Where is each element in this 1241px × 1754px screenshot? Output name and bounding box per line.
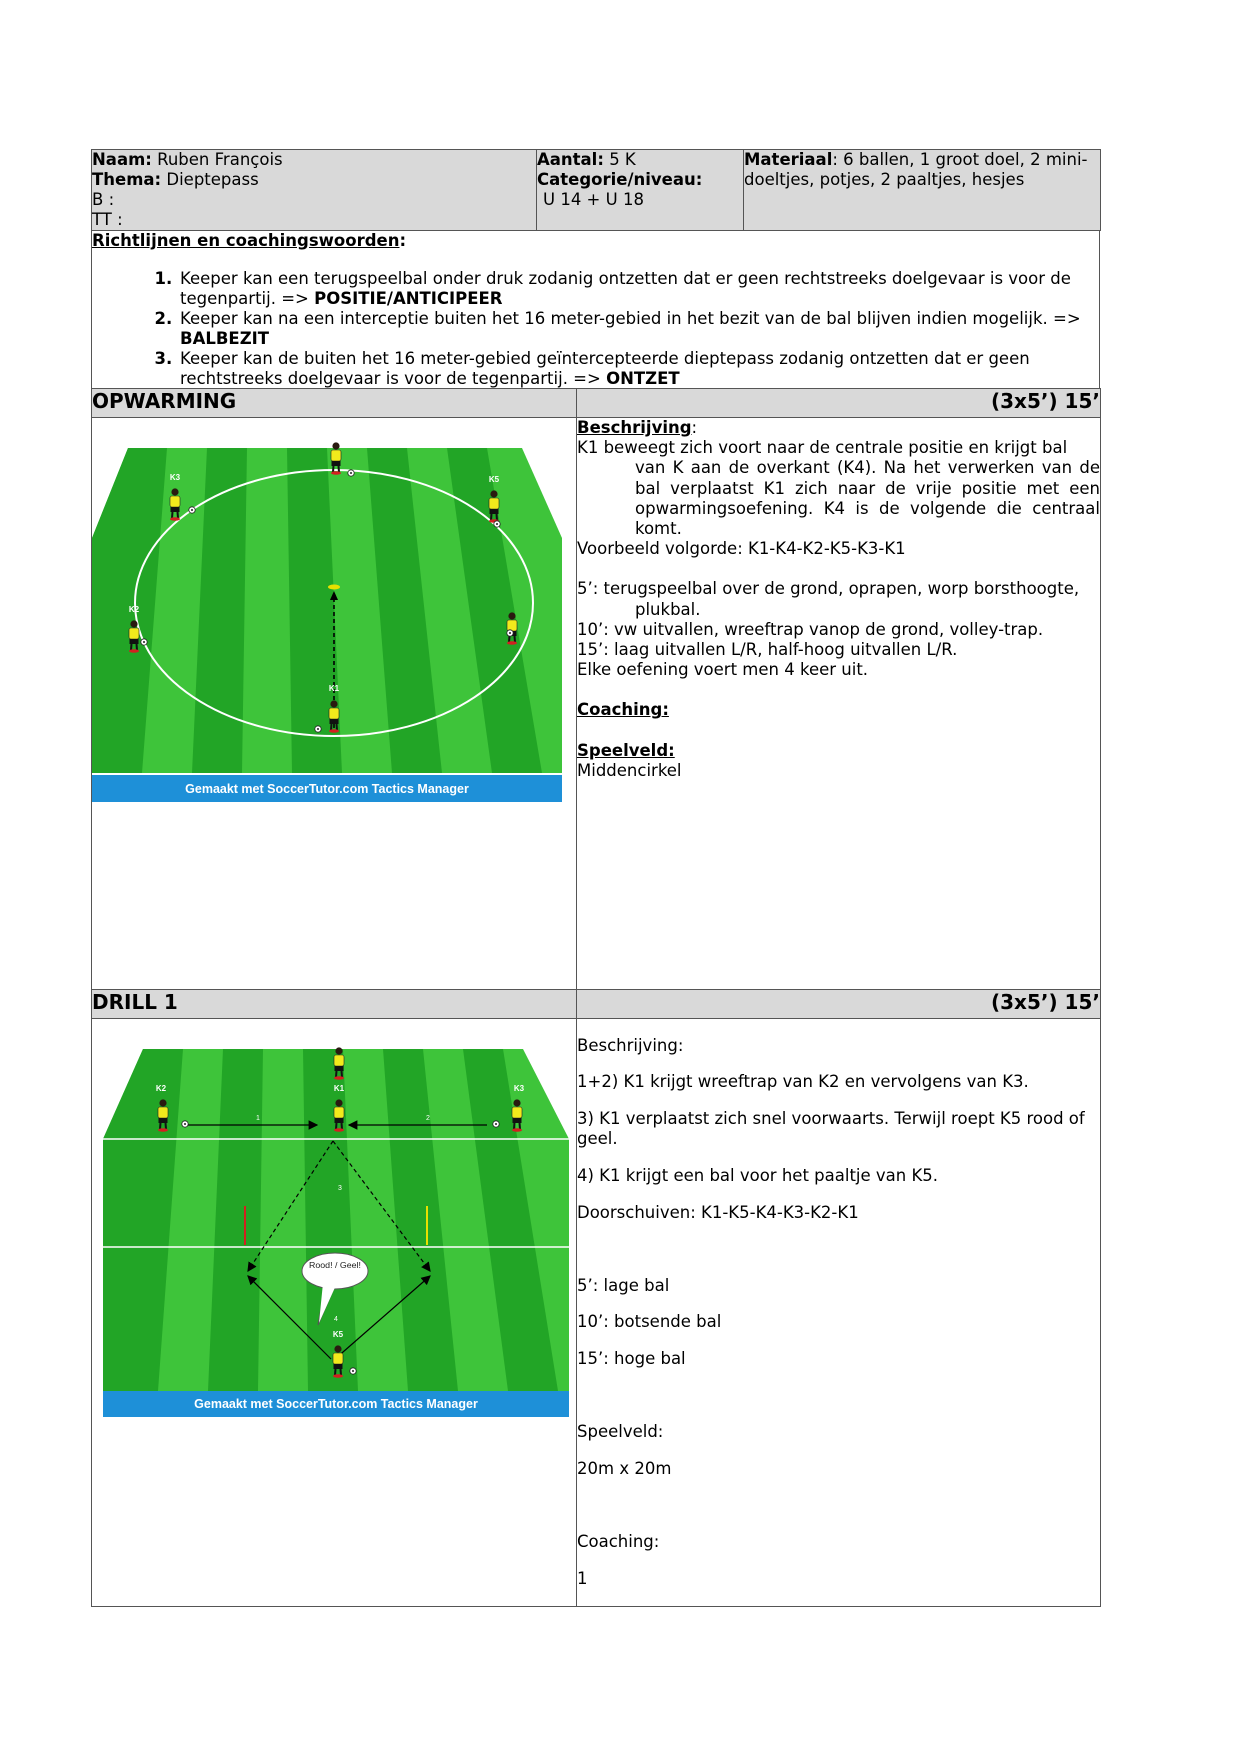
thema-value: Dieptepass [166,170,259,189]
richtlijnen-cell: Richtlijnen en coachingswoorden: 1. Keeper kan een terugspeelbal onder druk zodanig ontzetten dat er geen rechtstreeks doelgevaar is voor de tegenpartij. => POSITIE/ANTICIPEER 2. Keeper kan na een interceptie buiten het 16 meter-gebied in het bezit van de bal blijven indien mogelijk. => BALBEZIT 3. Keeper kan de buiten het 16 meter-gebied geïntercepteerde dieptepass zodanig ontzetten dat er geen rechtstreeks doelgevaar is voor de tegenpartij. => ONTZET [92,230,1100,389]
categorie-value: U 14 + U 18 [543,190,644,209]
oefening-line: 15’: laag uitvallen L/R, half-hoog uitvallen L/R. [577,640,958,660]
drill1-caption: Gemaakt met SoccerTutor.com Tactics Manager [194,1397,478,1411]
session-sheet [91,149,1100,1607]
coaching-label: Coaching: [577,700,669,720]
player-label: K5 [332,1330,344,1339]
drill-line: 1+2) K1 krijgt wreeftrap van K2 en vervolgens van K3. [577,1072,1029,1092]
aantal-label: Aantal: [537,150,604,169]
opwarming-table [91,388,1101,1607]
player-label: K3 [513,1084,525,1093]
materiaal-label: Materiaal [744,150,833,169]
richtlijn-item: 3. Keeper kan de buiten het 16 meter-gebied geïntercepteerde dieptepass zodanig ontzetten dat er geen rechtstreeks doelgevaar is voor de tegenpartij. => ONTZET [178,349,1099,389]
header-table [91,149,1101,231]
opwarming-text-cell: Beschrijving: K1 beweegt zich voort naar de centrale positie en krijgt bal van K aan de overkant (K4). Na het verwerken van de bal verplaatst K1 zich naar de vrije positie met een opwarmingsoefening. K4 is de volgende die centraal komt. Voorbeeld volgorde: K1-K4-K2-K5-K3-K1 5’: terugspeelbal over de grond, oprapen, worp borsthoogte, plukbal. 10’: vw uitvallen, wreeftrap vanop de grond, volley-trap. 15’: laag uitvallen L/R, half-hoog uitvallen L/R. Elke oefening voert men 4 keer uit. Coaching: Speelveld: Middencirkel [577,418,1101,990]
oefening-line: Elke oefening voert men 4 keer uit. [577,660,869,680]
b-label: B : [92,190,115,209]
opwarming-diagram [92,418,562,802]
oefening-line: 5’: lage bal [577,1275,670,1295]
richtlijnen-title: Richtlijnen en coachingswoorden [92,230,400,250]
player-label: K2 [128,605,140,614]
player-label: K1 [333,1084,345,1093]
player-label: K4 [330,426,342,435]
coaching-label: Coaching: [577,1532,660,1552]
oefening-cont: plukbal. [635,599,701,619]
beschrijving-label: Beschrijving [577,418,692,437]
drill-line: Doorschuiven: K1-K5-K4-K3-K2-K1 [577,1202,859,1222]
pass-label: 1 [256,1115,260,1122]
header-mid-cell [537,150,744,231]
speelveld-label: Speelveld: [577,740,675,760]
richtlijnen-table [91,230,1100,390]
player-label: K4 [333,1032,345,1041]
oefening-line: 10’: vw uitvallen, wreeftrap vanop de grond, volley-trap. [577,619,1044,639]
player-label: K1 [328,684,340,693]
categorie-label: Categorie/niveau: [537,170,703,189]
beschrijving-cont: van K aan de overkant (K4). Na het verwerken van de bal verplaatst K1 zich naar de vrije positie met een opwarmingsoefening. K4 is de volgende die centraal komt. [635,458,1100,539]
drill1-duration: (3x5’) 15’ [577,990,1101,1019]
oefening-line: 15’: hoge bal [577,1349,686,1369]
volgorde-text: Voorbeeld volgorde: K1-K4-K2-K5-K3-K1 [577,539,906,559]
coaching-value: 1 [577,1568,588,1588]
richtlijnen-list [92,269,1099,389]
oefening-line: 10’: botsende bal [577,1312,722,1332]
materiaal-value: : 6 ballen, 1 groot doel, 2 mini-doeltjes, potjes, 2 paaltjes, hesjes [744,150,1088,189]
player-label: K3 [169,473,181,482]
beschrijving-line: K1 beweegt zich voort naar de centrale positie en krijgt bal [577,438,1068,458]
header-left-cell [92,150,537,231]
naam-label: Naam: [92,150,152,169]
opwarming-title: OPWARMING [92,389,577,418]
beschrijving-label: Beschrijving: [577,1035,684,1055]
opwarming-duration: (3x5’) 15’ [577,389,1101,418]
drill-line: 4) K1 krijgt een bal voor het paaltje van K5. [577,1165,939,1185]
drill1-title: DRILL 1 [92,990,577,1019]
richtlijn-item: 2. Keeper kan na een interceptie buiten het 16 meter-gebied in het bezit van de bal blijven indien mogelijk. => BALBEZIT [178,309,1099,349]
speelveld-label: Speelveld: [577,1422,664,1442]
player-label: K5 [488,475,500,484]
aantal-value: 5 K [609,150,636,169]
player-label: K2 [155,1084,167,1093]
speech-text: Rood! / Geel! [309,1260,361,1270]
drill-line: 3) K1 verplaatst zich snel voorwaarts. Terwijl roept K5 rood of geel. [577,1108,1085,1149]
speelveld-value: 20m x 20m [577,1459,672,1479]
header-right-cell [744,150,1101,231]
speelveld-value: Middencirkel [577,760,682,780]
pass-label: 2 [426,1115,430,1122]
naam-value: Ruben François [157,150,283,169]
pass-label: 3 [338,1185,342,1192]
oefening-line: 5’: terugspeelbal over de grond, oprapen, worp borsthoogte, [577,579,1080,599]
drill1-diagram-cell [92,1019,577,1607]
opwarming-caption: Gemaakt met SoccerTutor.com Tactics Manager [185,782,469,796]
drill1-text-cell [577,1019,1101,1607]
tt-label: TT : [92,210,123,229]
drill1-diagram [103,1021,569,1417]
opwarming-diagram-cell [92,418,577,990]
pass-label: 4 [334,1316,338,1323]
thema-label: Thema: [92,170,162,189]
richtlijn-item: 1. Keeper kan een terugspeelbal onder druk zodanig ontzetten dat er geen rechtstreeks doelgevaar is voor de tegenpartij. => POSITIE/ANTICIPEER [178,269,1099,309]
